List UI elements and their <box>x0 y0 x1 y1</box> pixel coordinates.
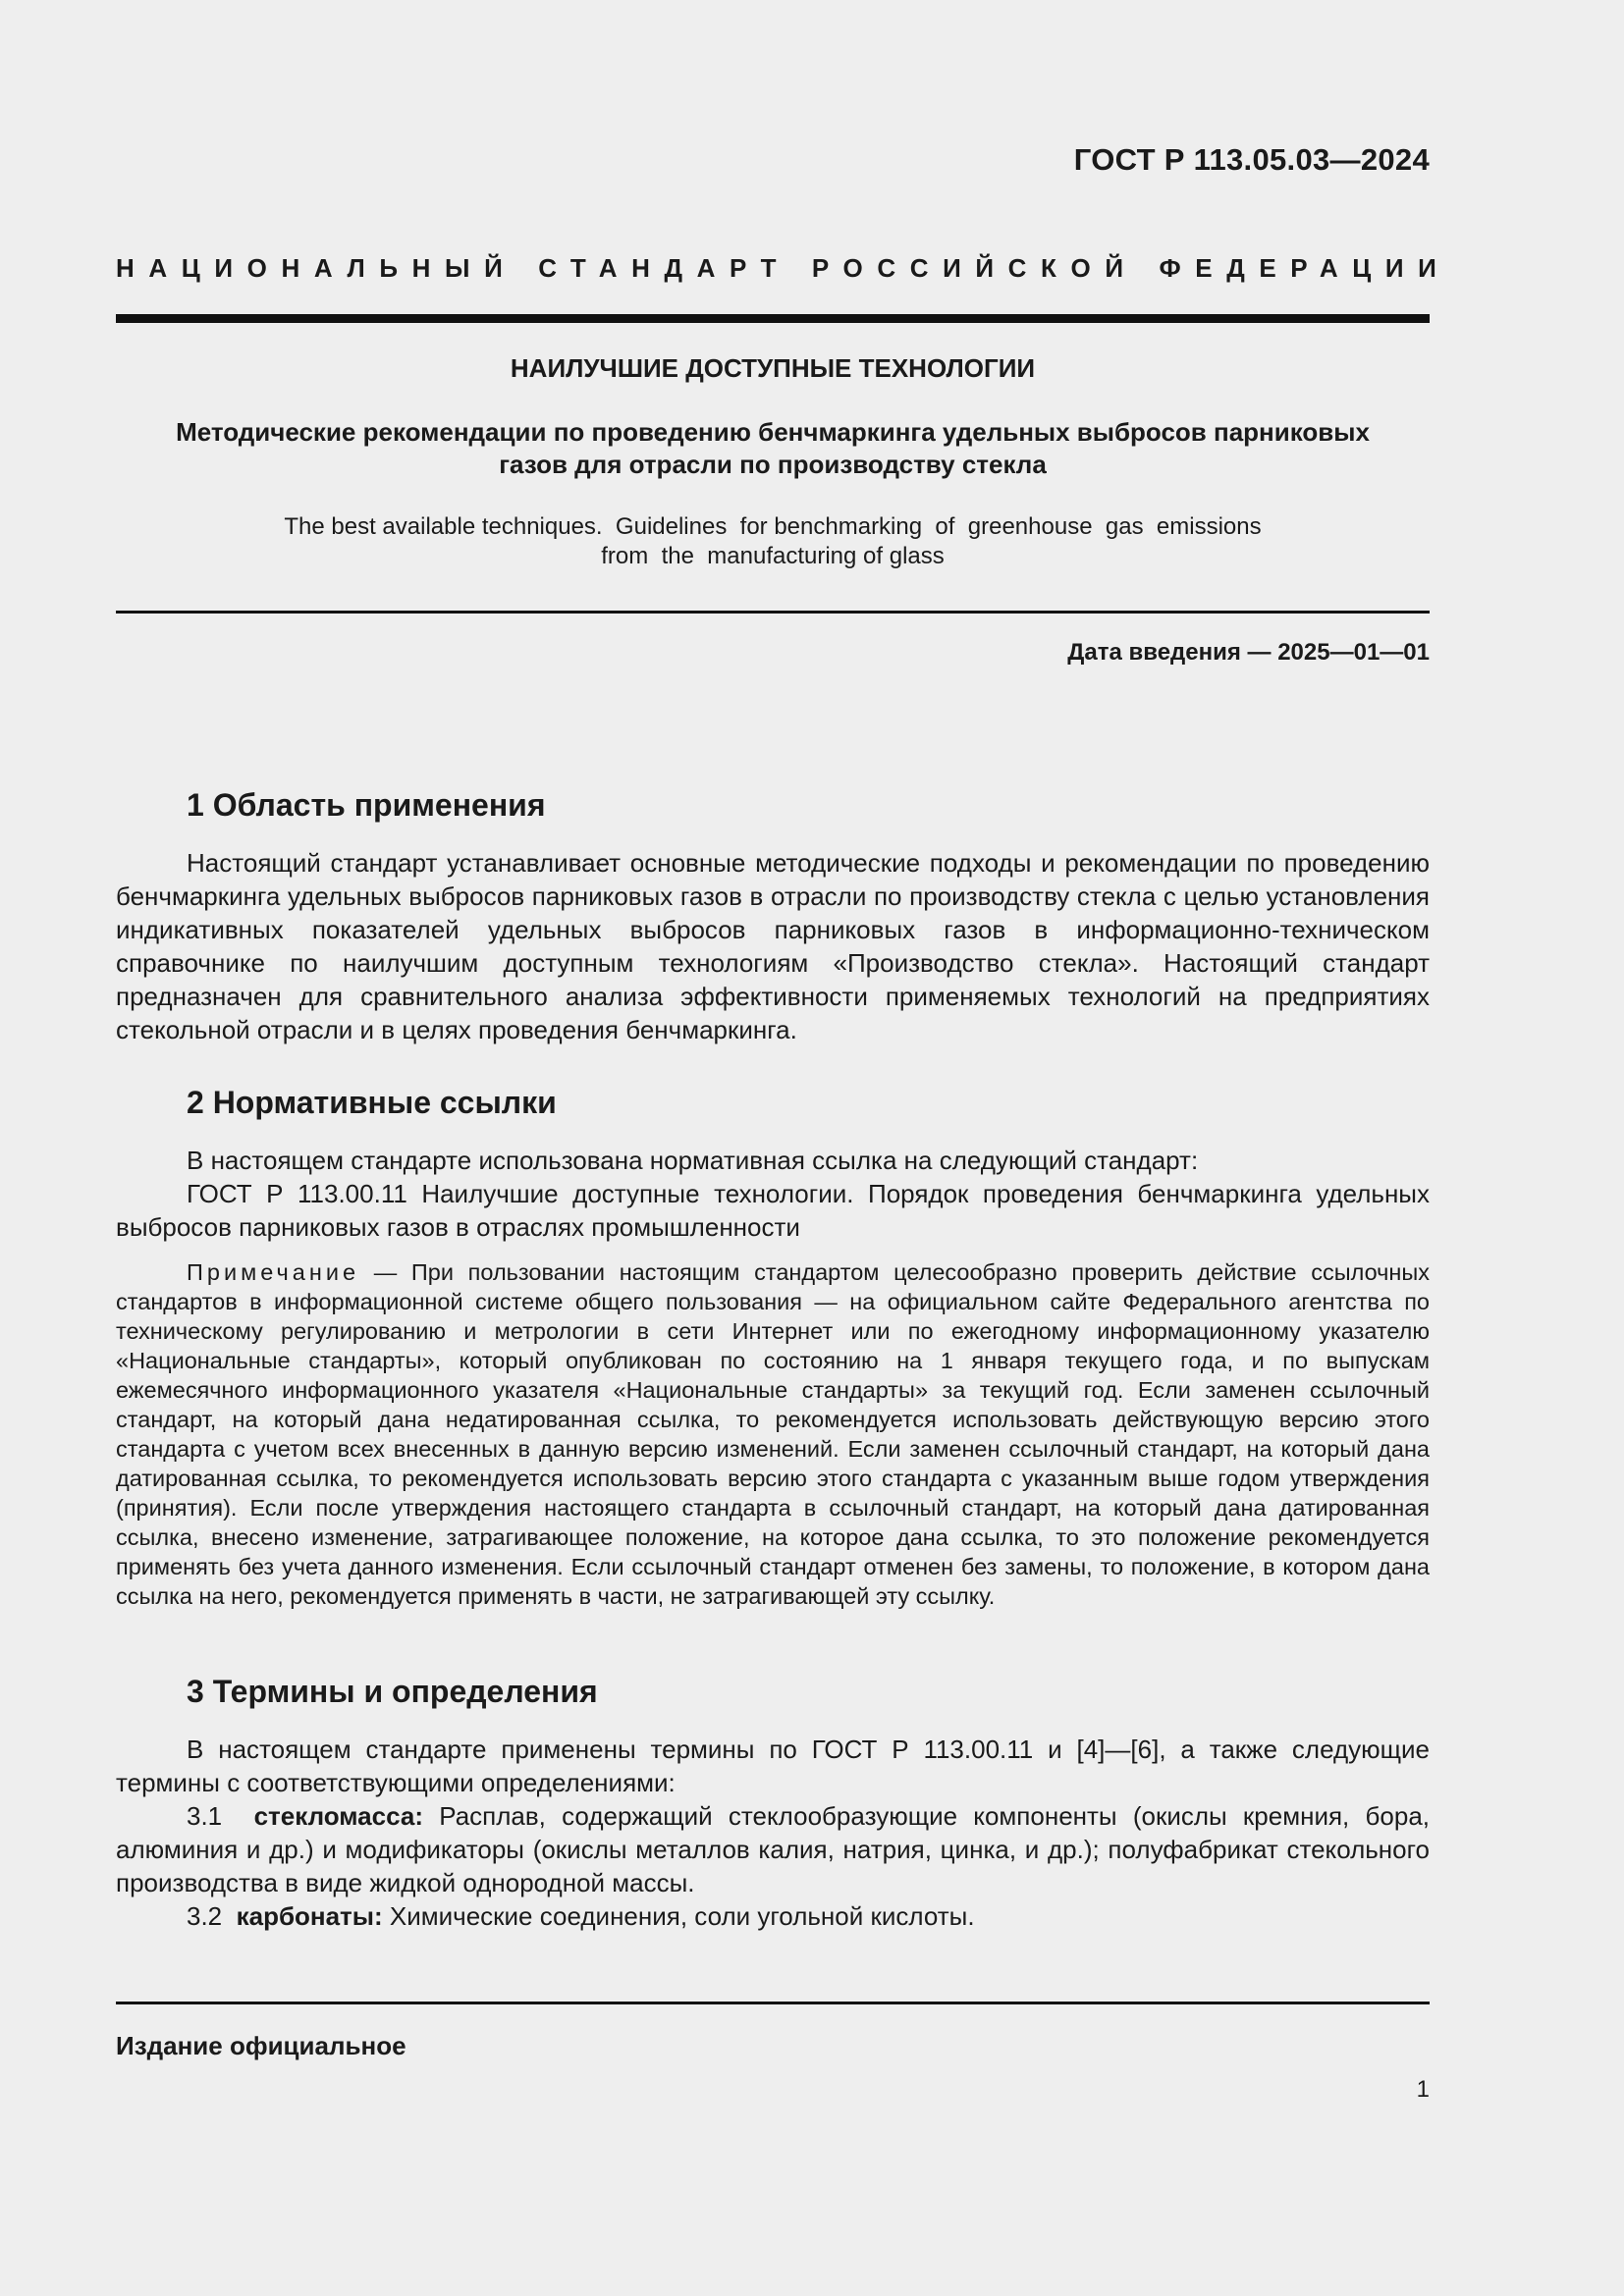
term-3-2-definition: Химические соединения, соли угольной кислоты. <box>382 1901 975 1931</box>
section-3-body <box>116 1733 1430 1933</box>
section-1-heading: 1 Область применения <box>187 787 546 823</box>
section-2-note <box>116 1257 1430 1611</box>
note-label: Примечание <box>187 1259 360 1285</box>
term-3-1-name: стекломасса: <box>253 1801 423 1831</box>
subtitle-line-1: Методические рекомендации по проведению бенчмаркинга удельных выбросов парниковых <box>176 417 1370 447</box>
subtitle-line-2: газов для отрасли по производству стекла <box>499 450 1047 479</box>
section-3-intro: В настоящем стандарте применены термины по ГОСТ Р 113.00.11 и [4]—[6], а также следующие термины с соответствующими определениями: <box>116 1735 1430 1797</box>
document-title: НАИЛУЧШИЕ ДОСТУПНЫЕ ТЕХНОЛОГИИ <box>510 353 1036 383</box>
document-page <box>116 0 1451 2296</box>
section-1-body <box>116 846 1430 1046</box>
title-divider <box>116 611 1430 614</box>
term-3-1-number: 3.1 <box>187 1801 254 1831</box>
section-2-paragraph-1: В настоящем стандарте использована нормативная ссылка на следующий стандарт: <box>187 1146 1199 1175</box>
standard-designation: ГОСТ Р 113.05.03—2024 <box>1073 142 1430 177</box>
national-standard-banner: НАЦИОНАЛЬНЫЙ СТАНДАРТ РОССИЙСКОЙ ФЕДЕРАЦИИ <box>116 253 1451 283</box>
section-2-reference: ГОСТ Р 113.00.11 Наилучшие доступные технологии. Порядок проведения бенчмаркинга удельных выбросов парниковых газов в отраслях промышленности <box>116 1179 1430 1242</box>
term-3-2-number: 3.2 <box>187 1901 237 1931</box>
section-2-body <box>116 1144 1430 1244</box>
english-title <box>116 512 1430 571</box>
edition-label: Издание официальное <box>116 2031 406 2060</box>
section-1-paragraph: Настоящий стандарт устанавливает основные методические подходы и рекомендации по проведению бенчмаркинга удельных выбросов парниковых газов в отрасли по производству стекла с целью установления индикативных показателей удельных выбросов парниковых газов в информационно-техническом справочнике по наилучшим доступным технологиям «Производство стекла». Настоящий стандарт предназначен для сравнительного анализа эффективности применяемых технологий на предприятиях стекольной отрасли и в целях проведения бенчмаркинга. <box>116 848 1430 1044</box>
term-3-1 <box>116 1799 1430 1899</box>
section-3-heading: 3 Термины и определения <box>187 1674 598 1709</box>
english-title-line-1: The best available techniques. Guidelines for benchmarking of greenhouse gas emissions <box>284 513 1262 540</box>
section-2-heading: 2 Нормативные ссылки <box>187 1085 557 1120</box>
english-title-line-2: from the manufacturing of glass <box>601 543 945 569</box>
introduction-date: Дата введения — 2025—01—01 <box>1067 639 1430 666</box>
term-3-2 <box>116 1899 1430 1933</box>
note-paragraph <box>116 1257 1430 1611</box>
page-number: 1 <box>1416 2076 1430 2103</box>
footer-divider <box>116 2002 1430 2004</box>
note-text: — При пользовании настоящим стандартом целесообразно проверить действие ссылочных стандартов в информационной системе общего пользования — на официальном сайте Федерального агентства по техническому регулированию и метрологии в сети Интернет или по ежегодному информационному указателю «Национальные стандарты», который опубликован по состоянию на 1 января текущего года, и по выпускам ежемесячного информационного указателя «Национальные стандарты» за текущий год. Если заменен ссылочный стандарт, на который дана недатированная ссылка, то рекомендуется использовать действующую версию этого стандарта с учетом всех внесенных в данную версию изменений. Если заменен ссылочный стандарт, на который дана датированная ссылка, то рекомендуется использовать версию этого стандарта с указанным выше годом утверждения (принятия). Если после утверждения настоящего стандарта в ссылочный стандарт, на который дана датированная ссылка, внесено изменение, затрагивающее положение, на которое дана ссылка, то это положение рекомендуется применять без учета данного изменения. Если ссылочный стандарт отменен без замены, то положение, в котором дана ссылка на него, рекомендуется применять в части, не затрагивающей эту ссылку. <box>116 1259 1430 1609</box>
term-3-2-name: карбонаты: <box>236 1901 383 1931</box>
document-subtitle <box>116 416 1430 481</box>
header-divider <box>116 314 1430 323</box>
term-3-1-definition: Расплав, содержащий стеклообразующие компоненты (окислы кремния, бора, алюминия и др.) и модификаторы (окислы металлов калия, натрия, цинка, и др.); полуфабрикат стекольного производства в виде жидкой однородной массы. <box>116 1801 1430 1897</box>
